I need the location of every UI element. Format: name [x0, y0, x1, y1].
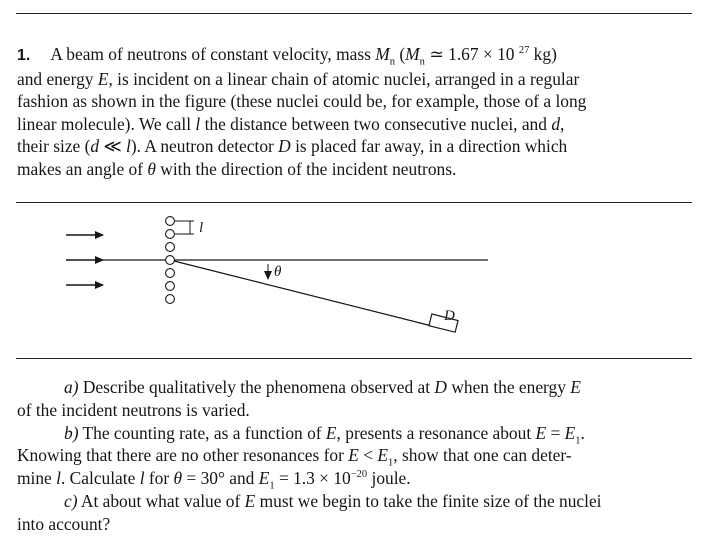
statement-line-6: makes an angle of θ with the direction of the incident neutrons. [17, 158, 457, 179]
spacing-label: l [199, 220, 204, 236]
nucleus [166, 256, 175, 265]
incident-arrows [66, 235, 103, 285]
question-b-line-3: mine l. Calculate l for θ = 30° and $E_1 = 1.3 \times 10^{-20}$ joule. [17, 468, 411, 492]
questions [17, 376, 693, 536]
nuclei-chain [166, 217, 175, 304]
statement-line-1: 1. A beam of neutrons of constant velocity, mass $M_n$ ($M_n$ ≃ 1.67 × 10 $^{27}$ kg) [17, 44, 557, 68]
question-c-line-1: c) At about what value of E must we begin to take the finite size of the nuclei [64, 490, 602, 511]
nucleus [166, 243, 175, 252]
statement-line-3: fashion as shown in the figure (these nuclei could be, for example, those of a long [17, 91, 587, 112]
nucleus [166, 217, 175, 226]
nucleus [166, 230, 175, 239]
question-b-line-1: b) The counting rate, as a function of E, presents a resonance about $E = E_1$. [64, 422, 585, 447]
scattered-direction-line [170, 260, 432, 326]
statement-line-2: and energy E, is incident on a linear chain of atomic nuclei, arranged in a regular [17, 68, 580, 89]
figure-bottom-rule [16, 358, 692, 359]
spacing-marker [175, 221, 194, 234]
question-b-line-2: Knowing that there are no other resonances for $E < E_1$, show that one can deter- [17, 445, 572, 469]
detector-label: D [444, 308, 455, 324]
nucleus [166, 295, 175, 304]
statement-line-5: their size (d ≪ l). A neutron detector D is placed far away, in a direction which [17, 136, 568, 157]
statement-line-4: linear molecule). We call l the distance between two consecutive nuclei, and d, [17, 113, 565, 134]
question-a-line-2: of the incident neutrons is varied. [17, 399, 250, 420]
nucleus [166, 282, 175, 291]
problem-number: 1. [17, 47, 31, 64]
theta-label: θ [274, 264, 282, 280]
question-c-line-2: into account? [17, 513, 111, 534]
question-a-line-1: a) Describe qualitatively the phenomena observed at D when the energy E [64, 377, 581, 397]
nucleus [166, 269, 175, 278]
